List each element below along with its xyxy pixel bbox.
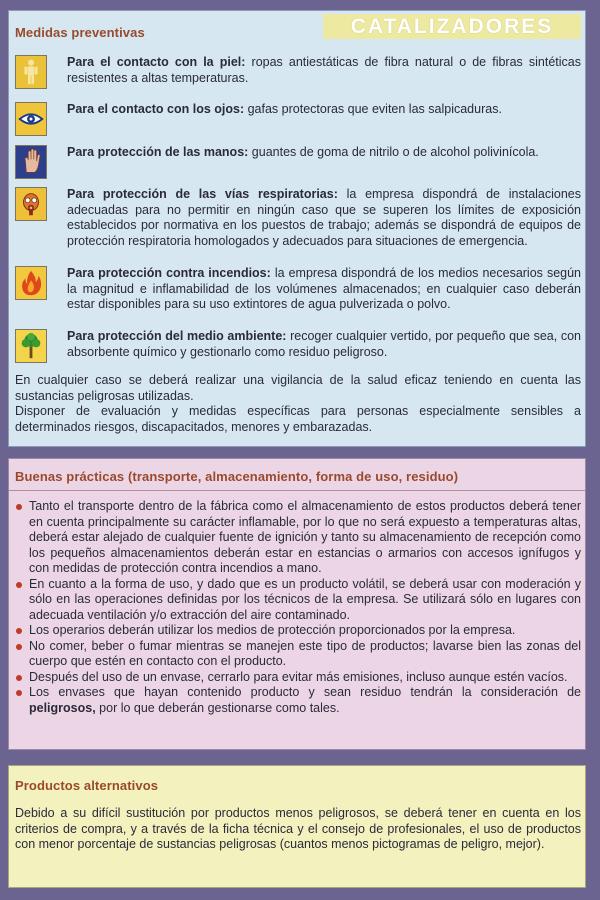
medidas-preventivas-panel — [8, 10, 586, 447]
item-fire-text — [67, 266, 581, 313]
gas-mask-icon — [15, 187, 47, 221]
item-hand-protection — [15, 145, 581, 189]
item-skin-body: ropas antiestáticas de fibra natural o de fibras sintéticas resistentes a altas temperaturas. — [67, 55, 581, 85]
item-respiratory-text — [67, 187, 581, 249]
item-environment-heading: Para protección del medio ambiente: — [67, 329, 287, 343]
item-hand-text — [67, 145, 581, 161]
buenas-practicas-panel — [8, 458, 586, 750]
buenas-practicas-list — [15, 499, 581, 716]
item-eye-text — [67, 102, 581, 118]
item-skin-contact — [15, 55, 581, 99]
buenas-practicas-divider — [9, 490, 585, 491]
item-fire-heading: Para protección contra incendios: — [67, 266, 271, 280]
productos-alternativos-title: Productos alternativos — [15, 778, 159, 793]
flame-icon — [15, 266, 47, 300]
catalizadores-badge: CATALIZADORES — [323, 14, 581, 39]
sensitive-persons-paragraph: Disponer de evaluación y medidas específicas para personas especialmente sensibles a determinados riesgos, discapacitados, menores y embarazadas. — [15, 404, 581, 434]
last-bullet-bold: peligrosos, — [29, 700, 96, 715]
productos-alternativos-panel — [8, 765, 586, 888]
last-bullet-end: por lo que deberán gestionarse como tales. — [95, 700, 340, 715]
list-item — [15, 685, 581, 716]
item-respiratory-heading: Para protección de las vías respiratorias: — [67, 187, 338, 201]
item-respiratory-body: la empresa dispondrá de instalaciones adecuadas para no permitir en ningún caso que se superen los límites de exposición establecidos por normativa en los puestos de trabajo; además se dispondrá de equipos de protección respiratoria homologados y adecuados para situaciones de emergencia. — [67, 187, 582, 248]
eye-icon — [15, 102, 47, 136]
item-hand-heading: Para protección de las manos: — [67, 145, 249, 159]
medidas-preventivas-title: Medidas preventivas — [15, 25, 145, 40]
tree-icon — [15, 329, 47, 363]
health-surveillance-paragraph: En cualquier caso se deberá realizar una vigilancia de la salud eficaz teniendo en cuenta las sustancias peligrosas utilizadas. — [15, 373, 581, 403]
hand-icon — [15, 145, 47, 179]
item-skin-heading: Para el contacto con la piel: — [67, 55, 246, 69]
last-bullet-start: Los envases que hayan contenido producto y sean residuo tendrán la consideración de — [29, 685, 581, 699]
item-hand-body: guantes de goma de nitrilo o de alcohol polivinícola. — [248, 145, 539, 159]
list-item: No comer, beber o fumar mientras se manejen este tipo de productos; lavarse bien las zonas del cuerpo que estén en contacto con el producto. — [15, 639, 581, 670]
item-eye-contact — [15, 102, 581, 146]
item-skin-text — [67, 55, 581, 86]
item-fire-protection — [15, 266, 581, 318]
buenas-practicas-title: Buenas prácticas (transporte, almacenamiento, forma de uso, residuo) — [15, 469, 459, 484]
productos-alternativos-text: Debido a su difícil sustitución por productos menos peligrosos, se deberá tener en cuenta en los criterios de compra, y a través de la ficha técnica y el consejo de profesionales, el uso de productos con menor porcentaje de sustancias peligrosas (cuantos menos pictogramas de peligro, mejor). — [15, 806, 581, 851]
list-item: Tanto el transporte dentro de la fábrica como el almacenamiento de estos productos deberá tener en cuenta principalmente su carácter inflamable, por lo que no será expuesto a temperaturas altas, deberá estar alejado de cualquier fuente de ignición y tanto su almacenamiento de recepción como los pequeños almacenamientos deberán estar en estancias o armarios con accesos ignífugos y con medidas de protección contra incendios a mano. — [15, 499, 581, 577]
item-fire-body: la empresa dispondrá de los medios necesarios según la magnitud e inflamabilidad de los volúmenes almacenados; en cualquier caso deberán estar disponibles para su uso extintores de agua pulverizada o polvo. — [67, 266, 581, 311]
person-icon — [15, 55, 47, 89]
list-item: Después del uso de un envase, cerrarlo para evitar más emisiones, incluso aunque estén vacíos. — [15, 670, 581, 686]
list-item: Los operarios deberán utilizar los medios de protección proporcionados por la empresa. — [15, 623, 581, 639]
item-environment-text — [67, 329, 581, 360]
item-respiratory-protection — [15, 187, 581, 257]
item-environment-protection — [15, 329, 581, 367]
item-environment-body: recoger cualquier vertido, por pequeño que sea, con absorbente químico y gestionarlo como residuo peligroso. — [67, 329, 581, 359]
item-eye-body: gafas protectoras que eviten las salpicaduras. — [244, 102, 502, 116]
item-eye-heading: Para el contacto con los ojos: — [67, 102, 245, 116]
list-item: En cuanto a la forma de uso, y dado que es un producto volátil, se deberá usar con moderación y sólo en las operaciones definidas por los técnicos de la empresa. Se utilizará sólo en lugares con adecuada ventilación y/o extracción del aire contaminado. — [15, 577, 581, 624]
